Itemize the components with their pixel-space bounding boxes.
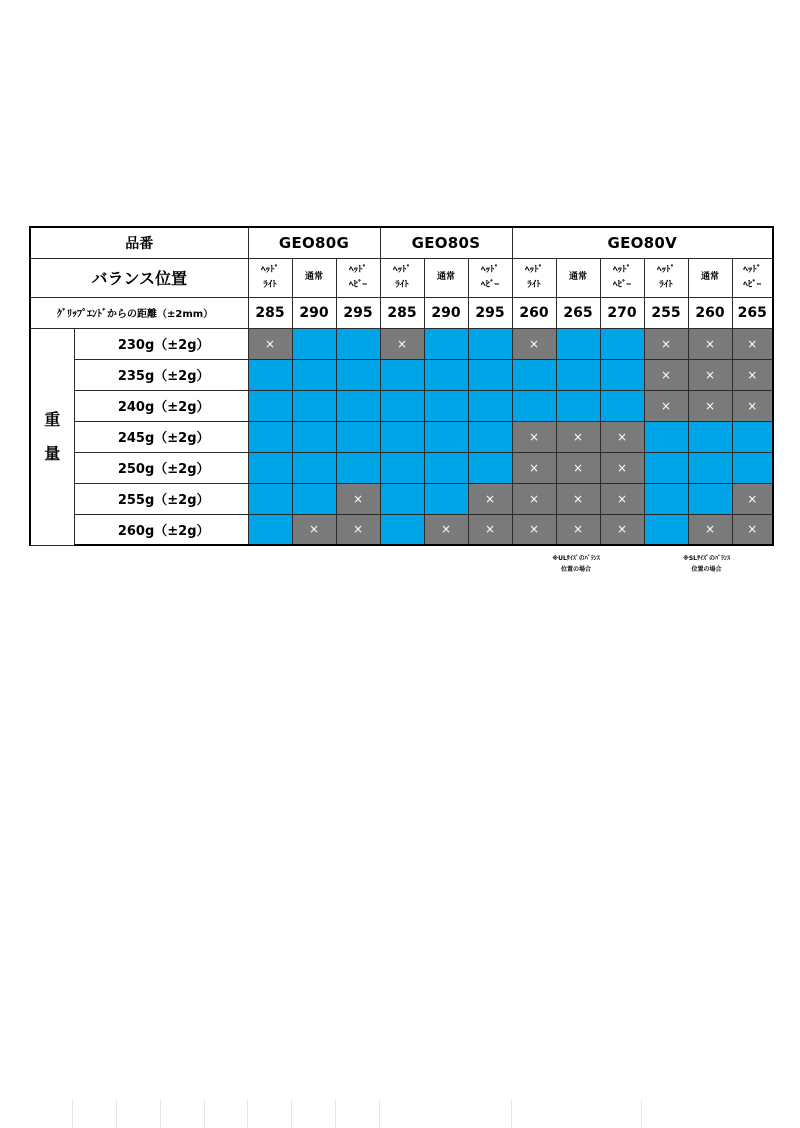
balance-cell (424, 258, 468, 297)
available-cell (424, 421, 468, 452)
available-cell (468, 390, 512, 421)
unavailable-cell: × (556, 483, 600, 514)
available-cell (336, 328, 380, 359)
guide-line (247, 1100, 248, 1128)
available-cell (424, 452, 468, 483)
balance-cell (600, 258, 644, 297)
note-line: 位置の場合 (560, 566, 591, 573)
available-cell (292, 390, 336, 421)
available-cell (644, 483, 688, 514)
available-cell (688, 483, 732, 514)
available-cell (468, 359, 512, 390)
balance-text: ﾍｯﾄﾞ (480, 264, 499, 275)
unavailable-cell: × (732, 328, 773, 359)
available-cell (468, 421, 512, 452)
available-cell (468, 452, 512, 483)
balance-text: ﾍﾋﾞｰ (743, 279, 762, 290)
available-cell (424, 483, 468, 514)
weight-label: 260g（±2g） (74, 514, 248, 545)
available-cell (336, 390, 380, 421)
balance-text: ﾗｲﾄ (395, 279, 409, 290)
guide-line (291, 1100, 292, 1128)
balance-text: ﾍｯﾄﾞ (524, 264, 543, 275)
balance-cell (468, 258, 512, 297)
note-line: 位置の場合 (691, 566, 722, 573)
available-cell (600, 359, 644, 390)
unavailable-cell: × (732, 483, 773, 514)
guide-line (72, 1100, 73, 1128)
weight-row (30, 390, 773, 421)
available-cell (380, 452, 424, 483)
balance-cell (248, 258, 292, 297)
weight-group-char: 量 (44, 443, 61, 463)
weight-group-char: 重 (44, 409, 61, 429)
unavailable-cell: × (512, 328, 556, 359)
unavailable-cell: × (292, 514, 336, 545)
distance-value: 285 (248, 297, 292, 328)
distance-value: 285 (380, 297, 424, 328)
distance-value: 295 (336, 297, 380, 328)
available-cell (556, 359, 600, 390)
guide-line (641, 1100, 642, 1128)
balance-text: ﾗｲﾄ (527, 279, 541, 290)
distance-value: 290 (292, 297, 336, 328)
balance-row (30, 258, 773, 297)
available-cell (248, 390, 292, 421)
available-cell (512, 390, 556, 421)
note-sl (641, 553, 772, 575)
distance-row (30, 297, 773, 328)
weight-label: 250g（±2g） (74, 452, 248, 483)
available-cell (380, 421, 424, 452)
balance-text: ﾍﾋﾞｰ (612, 279, 631, 290)
balance-label: バランス位置 (30, 258, 248, 297)
available-cell (688, 452, 732, 483)
available-cell (336, 359, 380, 390)
available-cell (292, 452, 336, 483)
unavailable-cell: × (556, 514, 600, 545)
balance-text: ﾍｯﾄﾞ (260, 264, 279, 275)
unavailable-cell: × (644, 328, 688, 359)
distance-value: 265 (556, 297, 600, 328)
balance-cell (556, 258, 600, 297)
weight-row (30, 421, 773, 452)
available-cell (248, 452, 292, 483)
available-cell (292, 483, 336, 514)
product-label: 品番 (30, 227, 248, 258)
available-cell (556, 328, 600, 359)
spec-table (29, 226, 774, 546)
unavailable-cell: × (424, 514, 468, 545)
available-cell (556, 390, 600, 421)
balance-text: ﾍｯﾄﾞ (743, 264, 762, 275)
weight-label: 235g（±2g） (74, 359, 248, 390)
available-cell (424, 390, 468, 421)
unavailable-cell: × (600, 421, 644, 452)
unavailable-cell: × (468, 514, 512, 545)
unavailable-cell: × (468, 483, 512, 514)
balance-text: 通常 (700, 272, 719, 282)
unavailable-cell: × (732, 514, 773, 545)
available-cell (292, 328, 336, 359)
unavailable-cell: × (556, 452, 600, 483)
guide-line (379, 1100, 380, 1128)
distance-value: 265 (732, 297, 773, 328)
unavailable-cell: × (512, 421, 556, 452)
balance-text: ﾗｲﾄ (659, 279, 673, 290)
unavailable-cell: × (644, 359, 688, 390)
available-cell (644, 452, 688, 483)
balance-text: ﾍｯﾄﾞ (392, 264, 411, 275)
weight-row (30, 328, 773, 359)
balance-text: ﾍｯﾄﾞ (348, 264, 367, 275)
unavailable-cell: × (644, 390, 688, 421)
balance-text: 通常 (568, 272, 587, 282)
available-cell (732, 421, 773, 452)
weight-label: 245g（±2g） (74, 421, 248, 452)
note-ul (511, 553, 641, 575)
unavailable-cell: × (732, 359, 773, 390)
unavailable-cell: × (688, 514, 732, 545)
balance-text: ﾍﾋﾞｰ (348, 279, 367, 290)
model-geo80s: GEO80S (380, 227, 512, 258)
balance-text: ﾍﾋﾞｰ (480, 279, 499, 290)
guide-line (160, 1100, 161, 1128)
balance-text: ﾗｲﾄ (263, 279, 277, 290)
unavailable-cell: × (600, 452, 644, 483)
available-cell (248, 421, 292, 452)
distance-value: 295 (468, 297, 512, 328)
available-cell (380, 483, 424, 514)
distance-value: 260 (512, 297, 556, 328)
weight-label: 240g（±2g） (74, 390, 248, 421)
available-cell (248, 483, 292, 514)
unavailable-cell: × (336, 483, 380, 514)
unavailable-cell: × (688, 328, 732, 359)
balance-cell (512, 258, 556, 297)
available-cell (336, 421, 380, 452)
available-cell (600, 390, 644, 421)
available-cell (732, 452, 773, 483)
weight-label: 255g（±2g） (74, 483, 248, 514)
available-cell (688, 421, 732, 452)
unavailable-cell: × (248, 328, 292, 359)
unavailable-cell: × (336, 514, 380, 545)
balance-cell (644, 258, 688, 297)
distance-value: 255 (644, 297, 688, 328)
note-line: ※SLｻｲｽﾞのﾊﾞﾗﾝｽ (683, 555, 730, 562)
balance-text: ﾍｯﾄﾞ (612, 264, 631, 275)
weight-group-label (30, 328, 74, 545)
distance-label: ｸﾞﾘｯﾌﾟｴﾝﾄﾞからの距離（±2mm） (30, 297, 248, 328)
weight-row (30, 359, 773, 390)
weight-row (30, 483, 773, 514)
guide-line (116, 1100, 117, 1128)
unavailable-cell: × (600, 483, 644, 514)
balance-cell (380, 258, 424, 297)
weight-row (30, 452, 773, 483)
distance-value: 270 (600, 297, 644, 328)
unavailable-cell: × (600, 514, 644, 545)
balance-cell (732, 258, 773, 297)
distance-value: 260 (688, 297, 732, 328)
balance-text: ﾍｯﾄﾞ (656, 264, 675, 275)
available-cell (644, 421, 688, 452)
guide-line (204, 1100, 205, 1128)
unavailable-cell: × (688, 390, 732, 421)
unavailable-cell: × (512, 514, 556, 545)
guide-line (335, 1100, 336, 1128)
available-cell (248, 514, 292, 545)
available-cell (292, 421, 336, 452)
available-cell (644, 514, 688, 545)
available-cell (380, 390, 424, 421)
available-cell (468, 328, 512, 359)
guide-line (511, 1100, 512, 1128)
unavailable-cell: × (556, 421, 600, 452)
weight-row (30, 514, 773, 545)
balance-cell (688, 258, 732, 297)
balance-cell (292, 258, 336, 297)
balance-cell (336, 258, 380, 297)
available-cell (424, 359, 468, 390)
note-line: ※ULｻｲｽﾞのﾊﾞﾗﾝｽ (552, 555, 600, 562)
available-cell (336, 452, 380, 483)
available-cell (380, 514, 424, 545)
available-cell (600, 328, 644, 359)
model-row (30, 227, 773, 258)
available-cell (380, 359, 424, 390)
available-cell (512, 359, 556, 390)
balance-text: 通常 (304, 272, 323, 282)
model-geo80g: GEO80G (248, 227, 380, 258)
unavailable-cell: × (380, 328, 424, 359)
notes (0, 550, 800, 580)
weight-label: 230g（±2g） (74, 328, 248, 359)
available-cell (292, 359, 336, 390)
available-cell (424, 328, 468, 359)
unavailable-cell: × (512, 452, 556, 483)
model-geo80v: GEO80V (512, 227, 773, 258)
unavailable-cell: × (512, 483, 556, 514)
balance-text: 通常 (436, 272, 455, 282)
distance-value: 290 (424, 297, 468, 328)
available-cell (248, 359, 292, 390)
unavailable-cell: × (732, 390, 773, 421)
unavailable-cell: × (688, 359, 732, 390)
